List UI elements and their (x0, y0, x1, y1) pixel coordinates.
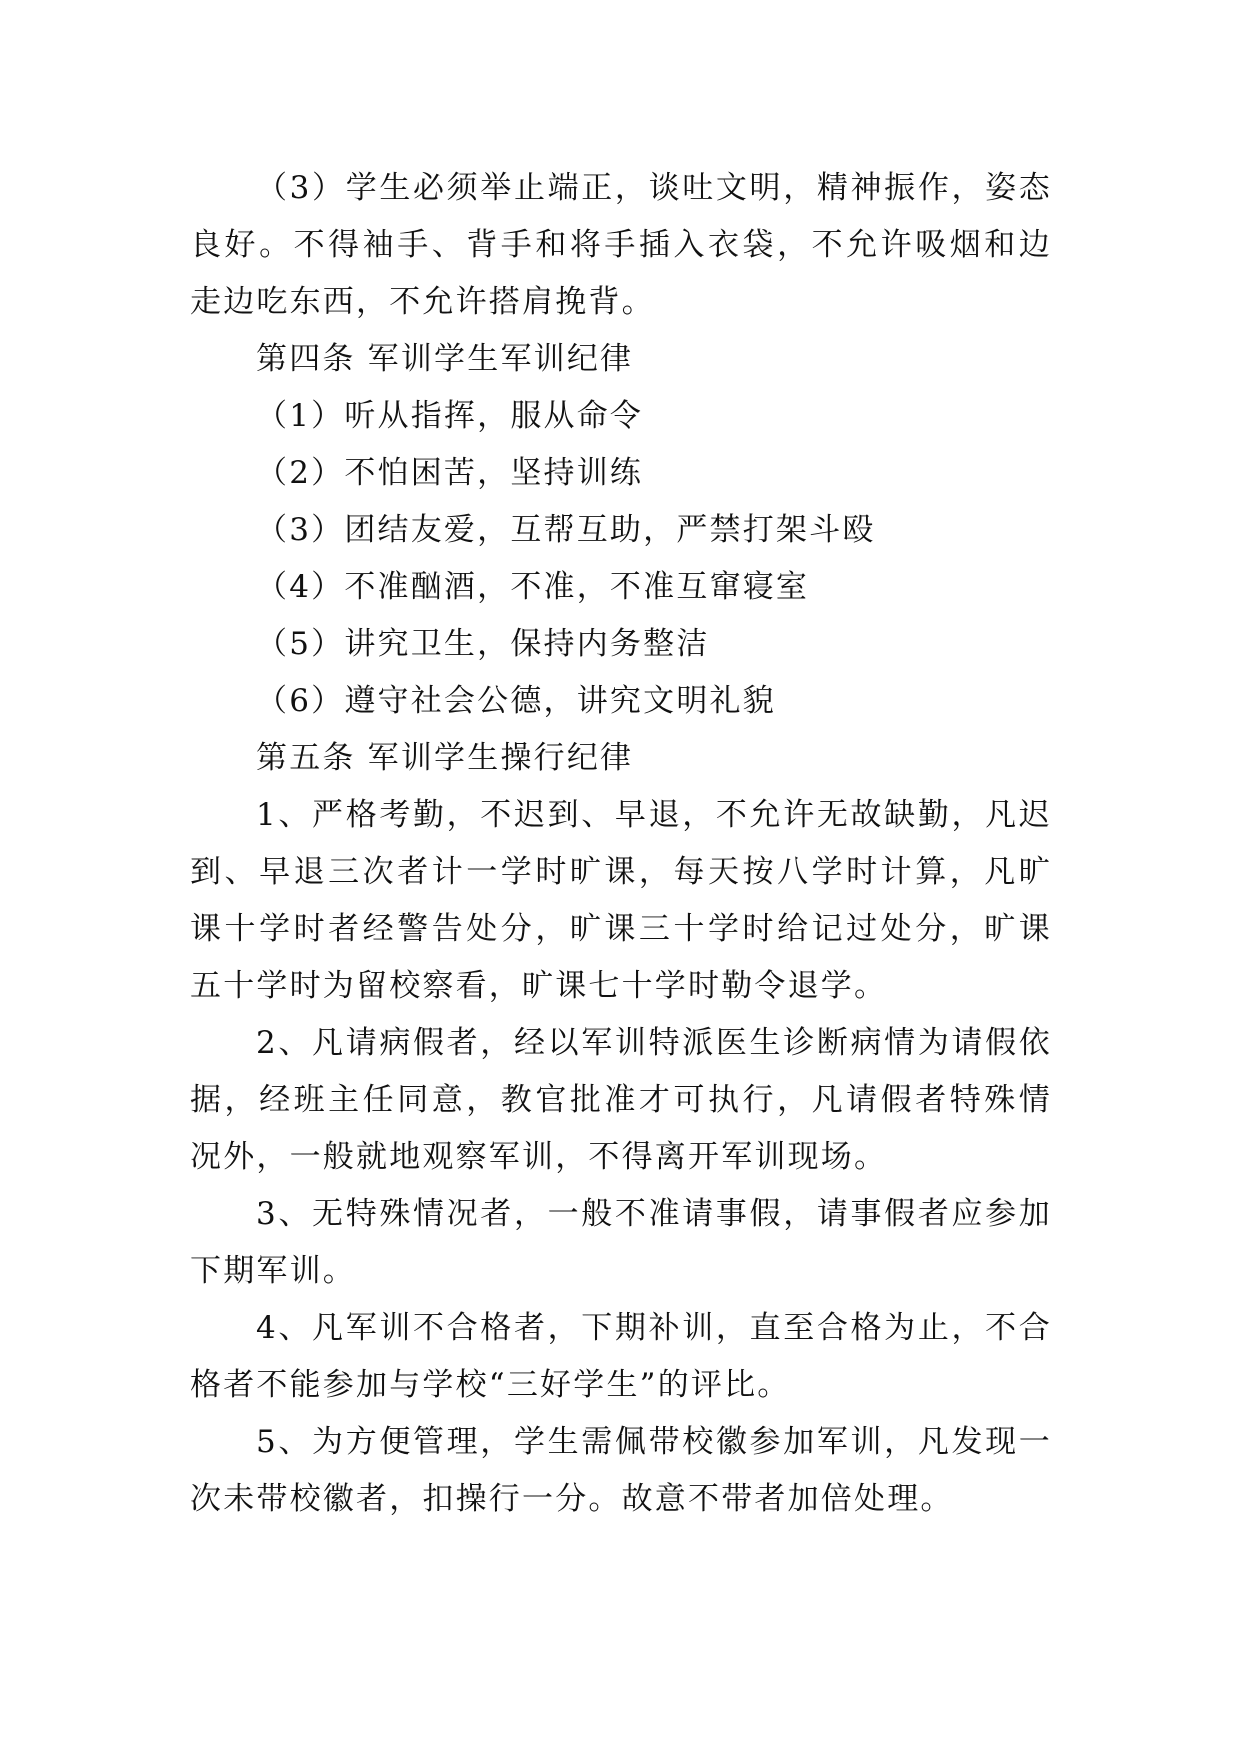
article-5-paragraph-1: 1、严格考勤，不迟到、早退，不允许无故缺勤，凡迟到、早退三次者计一学时旷课，每天按八学时计算，凡旷课十学时者经警告处分，旷课三十学时给记过处分，旷课五十学时为留校察看，旷课七十学时勒令退学。 (190, 797, 1052, 1004)
article-4-item-3: （3）团结友爱，互帮互助，严禁打架斗殴 (256, 512, 876, 548)
article-5-paragraph-3: 3、无特殊情况者，一般不准请事假，请事假者应参加下期军训。 (190, 1196, 1052, 1289)
article-4-item-1: （1）听从指挥，服从命令 (256, 398, 644, 434)
article-5-paragraph-4: 4、凡军训不合格者，下期补训，直至合格为止，不合格者不能参加与学校“三好学生”的评比。 (190, 1310, 1052, 1403)
article-4-heading: 第四条 军训学生军训纪律 (256, 341, 634, 377)
article-5-heading: 第五条 军训学生操行纪律 (256, 740, 634, 776)
article-4-item-5: （5）讲究卫生，保持内务整洁 (256, 626, 710, 662)
article-5-paragraph-2: 2、凡请病假者，经以军训特派医生诊断病情为请假依据，经班主任同意，教官批准才可执行，凡请假者特殊情况外，一般就地观察军训，不得离开军训现场。 (190, 1025, 1052, 1175)
article-4-item-2: （2）不怕困苦，坚持训练 (256, 455, 644, 491)
article-5-paragraph-5: 5、为方便管理，学生需佩带校徽参加军训，凡发现一次未带校徽者，扣操行一分。故意不带者加倍处理。 (190, 1424, 1052, 1517)
article-4-item-6: （6）遵守社会公德，讲究文明礼貌 (256, 683, 776, 719)
paragraph-conduct-3: （3）学生必须举止端正，谈吐文明，精神振作，姿态良好。不得袖手、背手和将手插入衣袋，不允许吸烟和边走边吃东西，不允许搭肩挽背。 (190, 170, 1052, 320)
document-body (190, 160, 1052, 1528)
article-4-item-4: （4）不准酗酒，不准，不准互窜寝室 (256, 569, 810, 605)
